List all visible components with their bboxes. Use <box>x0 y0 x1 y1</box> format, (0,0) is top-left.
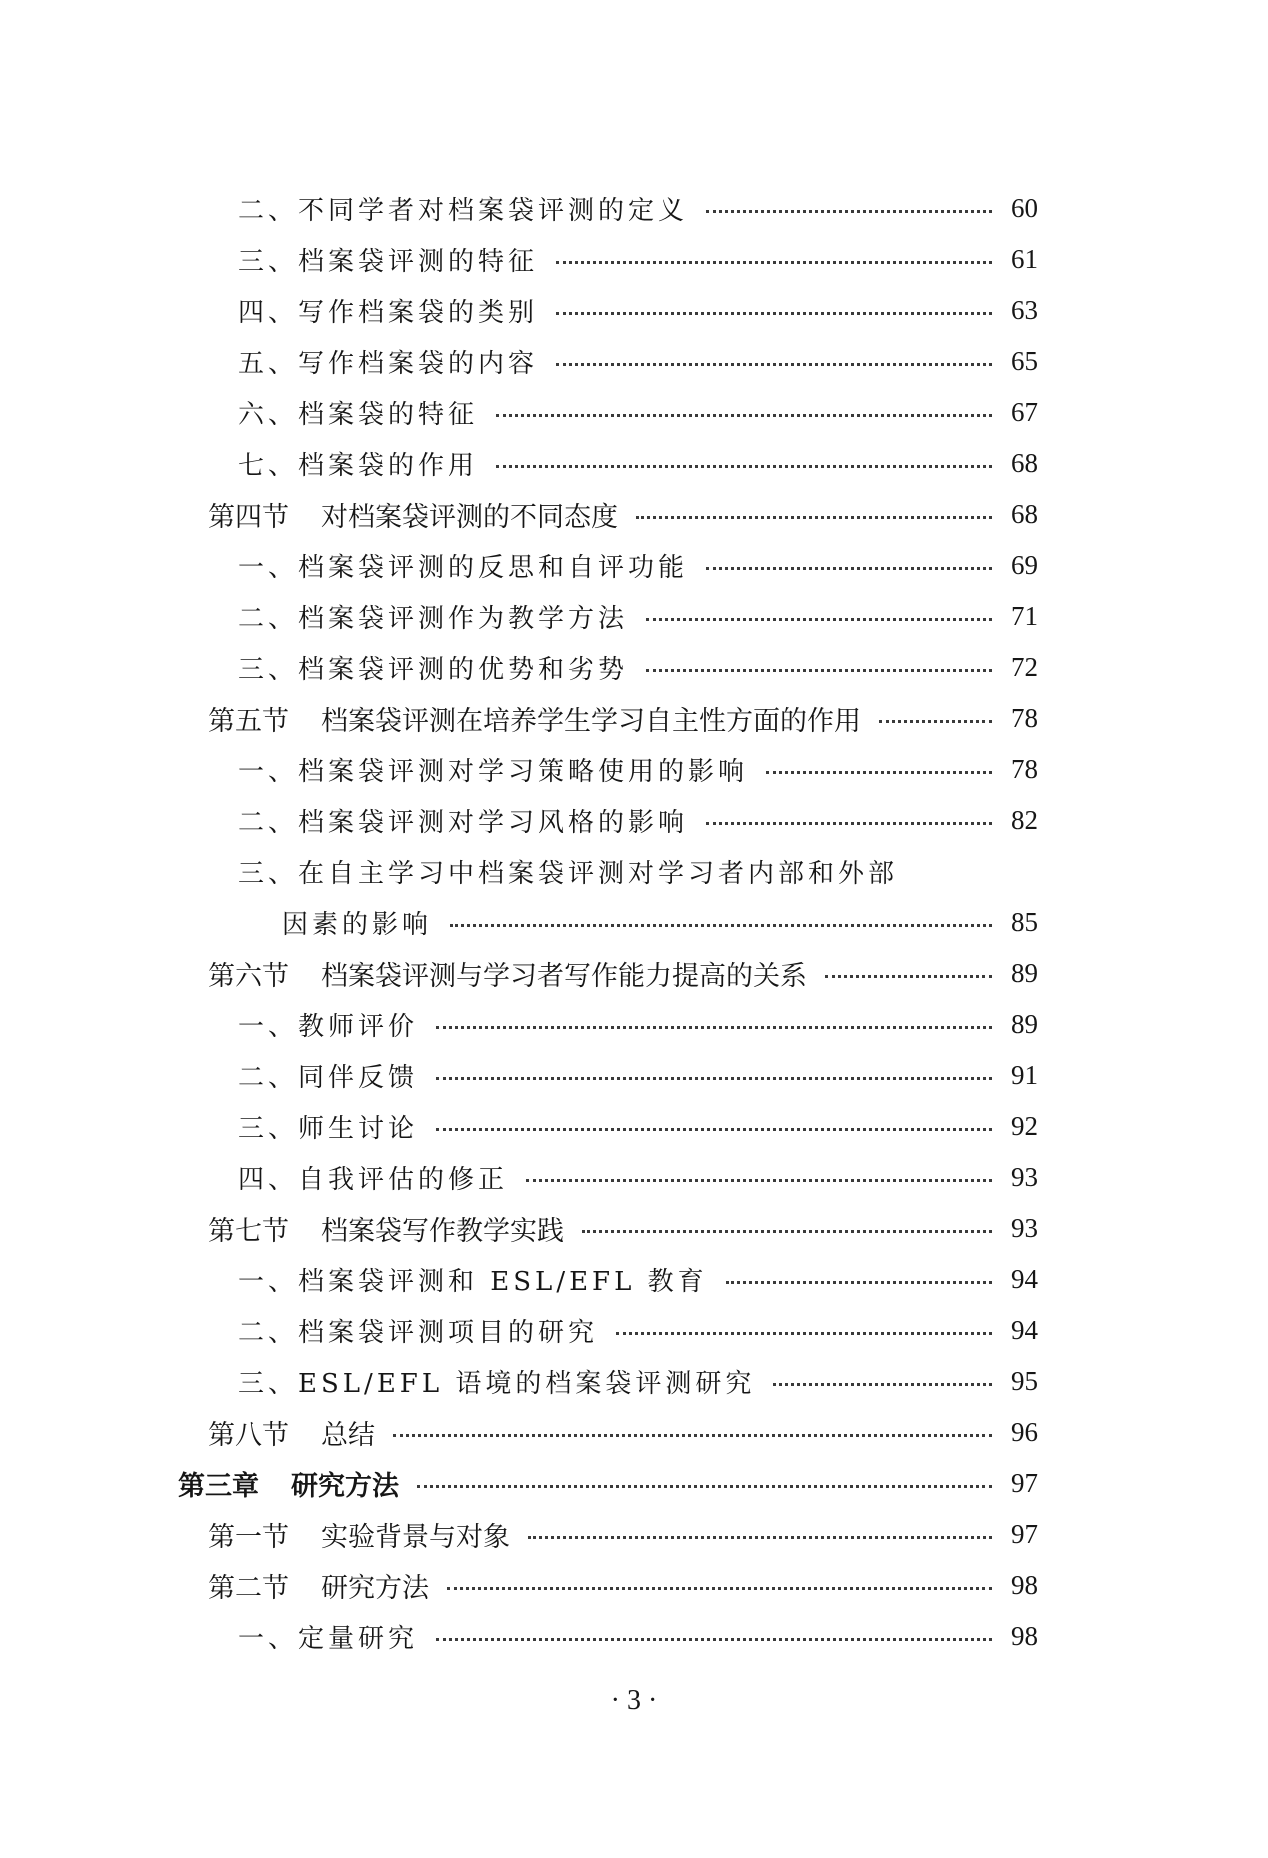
toc-entry-title: 六、档案袋的特征 <box>238 399 479 430</box>
toc-entry-page: 82 <box>1011 804 1038 835</box>
leader-dots <box>706 567 992 570</box>
toc-entry[interactable] <box>238 443 1038 483</box>
toc-entry-title: 三、档案袋评测的特征 <box>238 246 539 277</box>
toc-entry-page: 97 <box>1011 1518 1038 1549</box>
leader-dots <box>726 1281 992 1284</box>
leader-dots <box>646 669 992 672</box>
leader-dots <box>825 975 992 978</box>
toc-entry-title: 一、档案袋评测对学习策略使用的影响 <box>238 756 749 787</box>
toc-entry-title: 三、档案袋评测的优势和劣势 <box>238 654 629 685</box>
toc-entry-page: 97 <box>1011 1467 1038 1498</box>
toc-section-entry[interactable] <box>208 1514 1038 1554</box>
leader-dots <box>528 1536 992 1539</box>
toc-section-entry[interactable] <box>208 494 1038 534</box>
toc-entry-page: 68 <box>1011 498 1038 529</box>
toc-entry-page: 89 <box>1011 957 1038 988</box>
toc-chapter-entry[interactable] <box>178 1463 1038 1503</box>
leader-dots <box>616 1332 992 1335</box>
leader-dots <box>436 1026 992 1029</box>
toc-entry[interactable] <box>238 1310 1038 1350</box>
toc-section-entry[interactable] <box>208 953 1038 993</box>
toc-entry-page: 61 <box>1011 243 1038 274</box>
toc-entry[interactable] <box>238 290 1038 330</box>
toc-section-entry[interactable] <box>208 1412 1038 1452</box>
leader-dots <box>556 363 992 366</box>
toc-entry[interactable] <box>238 239 1038 279</box>
toc-entry-page: 93 <box>1011 1161 1038 1192</box>
toc-entry-page: 96 <box>1011 1416 1038 1447</box>
toc-entry[interactable] <box>238 851 898 891</box>
toc-entry-title: 二、同伴反馈 <box>238 1062 419 1093</box>
leader-dots <box>646 618 992 621</box>
toc-entry-page: 95 <box>1011 1365 1038 1396</box>
toc-entry-title: 一、档案袋评测的反思和自评功能 <box>238 552 689 583</box>
toc-entry-page: 85 <box>1011 906 1038 937</box>
toc-entry-page: 98 <box>1011 1569 1038 1600</box>
toc-entry[interactable] <box>238 1004 1038 1044</box>
toc-entry-page: 91 <box>1011 1059 1038 1090</box>
leader-dots <box>436 1077 992 1080</box>
leader-dots <box>636 516 992 519</box>
toc-entry[interactable] <box>238 647 1038 687</box>
toc-entry-page: 78 <box>1011 753 1038 784</box>
toc-entry-page: 98 <box>1011 1620 1038 1651</box>
leader-dots <box>556 312 992 315</box>
toc-entry[interactable] <box>238 1157 1038 1197</box>
toc-entry[interactable] <box>238 545 1038 585</box>
toc-entry[interactable] <box>238 749 1038 789</box>
toc-section-entry[interactable] <box>208 1565 1038 1605</box>
toc-entry-title: 二、不同学者对档案袋评测的定义 <box>238 195 689 226</box>
leader-dots <box>582 1230 992 1233</box>
toc-entry-continuation[interactable] <box>282 902 1038 942</box>
toc-entry-page: 72 <box>1011 651 1038 682</box>
section-label: 第四节 <box>208 501 289 533</box>
toc-entry-page: 65 <box>1011 345 1038 376</box>
toc-entry-title: 档案袋评测与学习者写作能力提高的关系 <box>321 960 807 992</box>
section-label: 第二节 <box>208 1572 289 1604</box>
leader-dots <box>393 1434 992 1437</box>
toc-entry-title: 档案袋写作教学实践 <box>321 1215 564 1247</box>
chapter-label: 第三章 <box>178 1470 259 1502</box>
toc-entry-title: 七、档案袋的作用 <box>238 450 479 481</box>
leader-dots <box>706 822 992 825</box>
leader-dots <box>706 210 992 213</box>
toc-entry-page: 93 <box>1011 1212 1038 1243</box>
leader-dots <box>496 465 992 468</box>
toc-entry[interactable] <box>238 800 1038 840</box>
toc-entry-title: 研究方法 <box>321 1572 429 1604</box>
toc-entry-title: 三、ESL/EFL 语境的档案袋评测研究 <box>238 1368 756 1399</box>
toc-entry-page: 78 <box>1011 702 1038 733</box>
leader-dots <box>496 414 992 417</box>
toc-entry-title: 研究方法 <box>291 1470 399 1502</box>
toc-entry[interactable] <box>238 1055 1038 1095</box>
leader-dots <box>447 1587 992 1590</box>
toc-entry-title: 实验背景与对象 <box>321 1521 510 1553</box>
leader-dots <box>436 1128 992 1131</box>
toc-entry[interactable] <box>238 596 1038 636</box>
toc-entry-title: 一、定量研究 <box>238 1623 419 1654</box>
page-number: · 3 · <box>610 1685 658 1716</box>
leader-dots <box>417 1485 992 1488</box>
toc-entry-page: 94 <box>1011 1314 1038 1345</box>
toc-entry-title: 四、自我评估的修正 <box>238 1164 509 1195</box>
toc-entry-title: 五、写作档案袋的内容 <box>238 348 539 379</box>
toc-entry[interactable] <box>238 188 1038 228</box>
toc-entry-page: 92 <box>1011 1110 1038 1141</box>
toc-entry-page: 60 <box>1011 192 1038 223</box>
toc-entry-title: 因素的影响 <box>282 909 433 940</box>
section-label: 第七节 <box>208 1215 289 1247</box>
toc-entry[interactable] <box>238 341 1038 381</box>
toc-entry-title: 二、档案袋评测对学习风格的影响 <box>238 807 689 838</box>
toc-entry[interactable] <box>238 1259 1038 1299</box>
toc-entry-title: 四、写作档案袋的类别 <box>238 297 539 328</box>
toc-entry[interactable] <box>238 392 1038 432</box>
toc-section-entry[interactable] <box>208 1208 1038 1248</box>
section-label: 第六节 <box>208 960 289 992</box>
toc-entry-page: 63 <box>1011 294 1038 325</box>
toc-entry-title: 档案袋评测在培养学生学习自主性方面的作用 <box>321 705 861 737</box>
toc-entry-title: 总结 <box>321 1419 375 1451</box>
leader-dots <box>773 1383 992 1386</box>
toc-entry-page: 94 <box>1011 1263 1038 1294</box>
toc-entry[interactable] <box>238 1361 1038 1401</box>
leader-dots <box>879 720 992 723</box>
leader-dots <box>766 771 992 774</box>
toc-entry-title: 二、档案袋评测项目的研究 <box>238 1317 599 1348</box>
toc-entry-title: 三、师生讨论 <box>238 1113 419 1144</box>
toc-entry-title: 一、教师评价 <box>238 1011 419 1042</box>
toc-entry-page: 68 <box>1011 447 1038 478</box>
section-label: 第一节 <box>208 1521 289 1553</box>
leader-dots <box>436 1638 992 1641</box>
toc-entry-title: 二、档案袋评测作为教学方法 <box>238 603 629 634</box>
toc-entry-page: 71 <box>1011 600 1038 631</box>
leader-dots <box>526 1179 992 1182</box>
toc-entry-page: 89 <box>1011 1008 1038 1039</box>
toc-entry-title: 三、在自主学习中档案袋评测对学习者内部和外部 <box>238 858 899 889</box>
toc-entry[interactable] <box>238 1106 1038 1146</box>
toc-entry-title: 一、档案袋评测和 ESL/EFL 教育 <box>238 1266 708 1297</box>
toc-section-entry[interactable] <box>208 698 1038 738</box>
section-label: 第八节 <box>208 1419 289 1451</box>
leader-dots <box>450 924 992 927</box>
section-label: 第五节 <box>208 705 289 737</box>
toc-entry-page: 67 <box>1011 396 1038 427</box>
leader-dots <box>556 261 992 264</box>
toc-entry[interactable] <box>238 1616 1038 1656</box>
toc-entry-page: 69 <box>1011 549 1038 580</box>
toc-entry-title: 对档案袋评测的不同态度 <box>321 501 618 533</box>
